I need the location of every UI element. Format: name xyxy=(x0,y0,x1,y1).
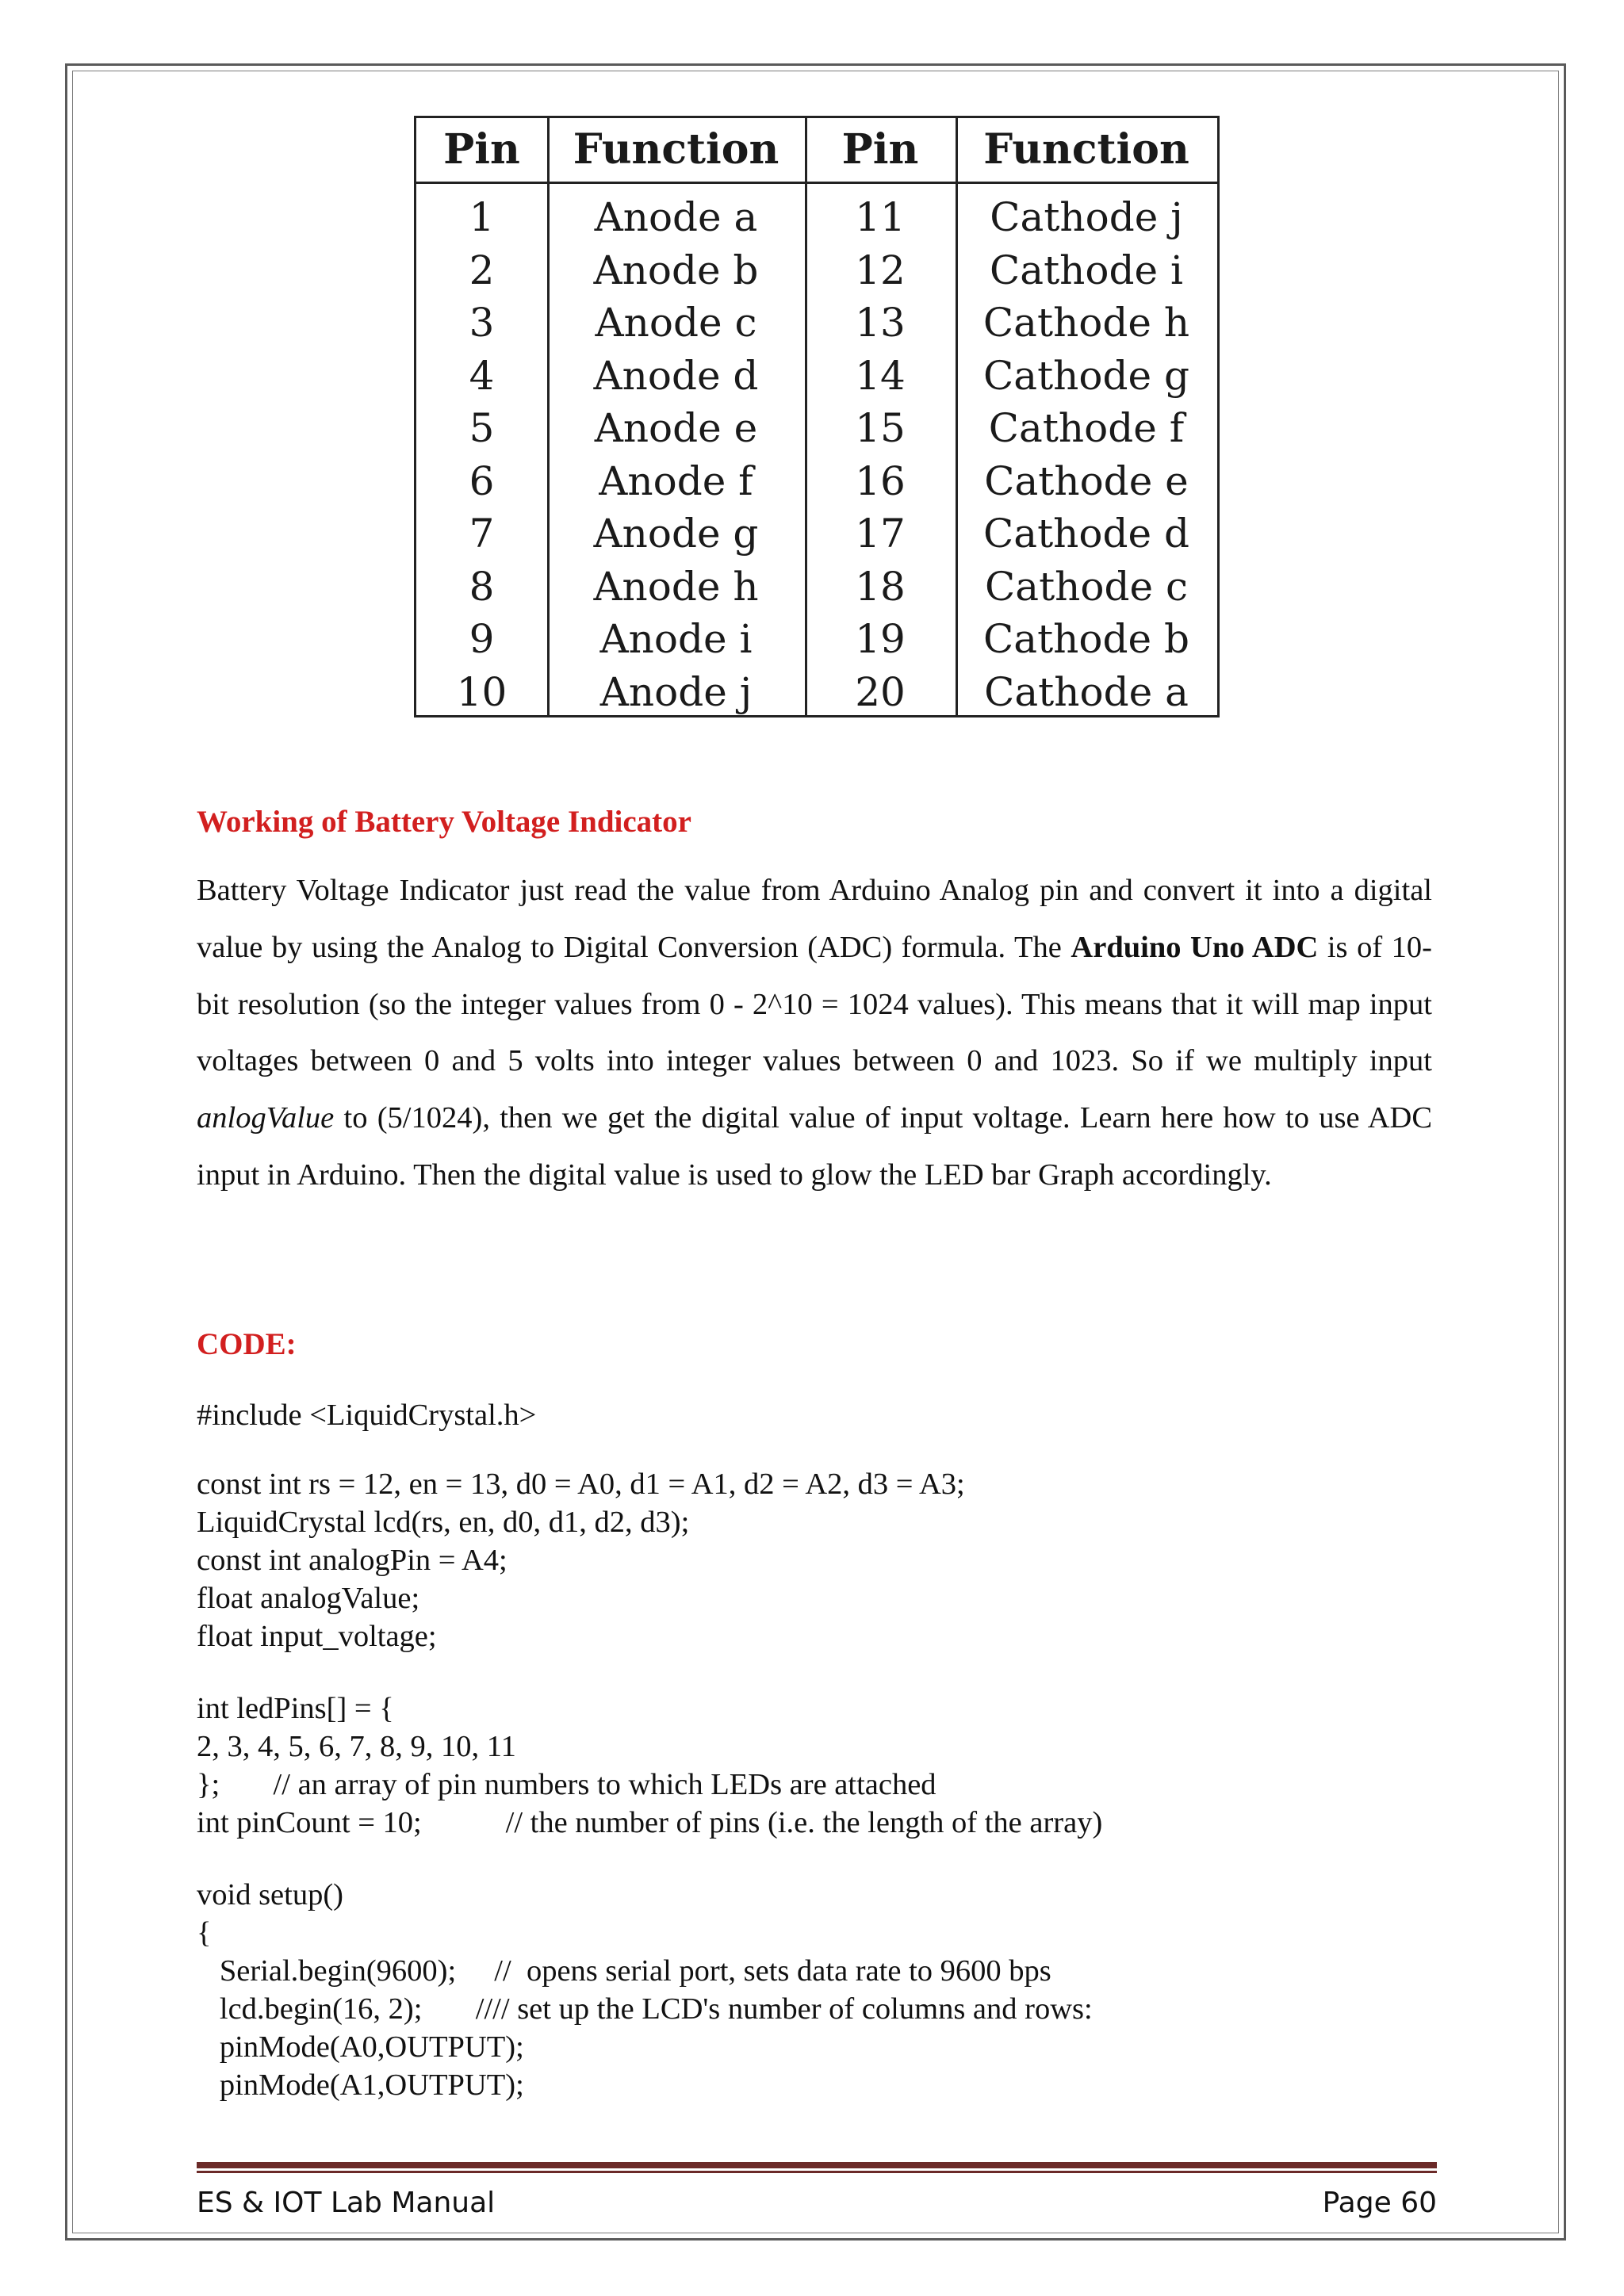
table-row xyxy=(416,507,1217,561)
pin-number: 5 xyxy=(469,405,495,451)
code-block-led-pins: int ledPins[] = { 2, 3, 4, 5, 6, 7, 8, 9, 10, 11 }; // an array of pin numbers to which LEDs are attached int pinCount = 10; // the number of pins (i.e. the length of the array) xyxy=(197,1692,1103,1839)
pin-number: 2 xyxy=(469,247,495,293)
pin-number: 7 xyxy=(469,511,495,557)
pin-function: Cathode b xyxy=(983,616,1189,662)
table-header-function: Function xyxy=(983,125,1189,174)
pin-function: Anode f xyxy=(599,457,753,504)
pin-number: 3 xyxy=(469,300,495,346)
pin-function: Anode i xyxy=(599,616,753,662)
pin-number: 4 xyxy=(469,352,495,399)
paragraph-text: to (5/1024), then we get the digital value of input voltage. Learn here how to use ADC input in Arduino. Then the digital value is used to glow the LED bar Graph accordingly. xyxy=(197,1101,1432,1192)
pin-function-table xyxy=(414,116,1220,718)
pin-number: 11 xyxy=(855,194,906,240)
footer-rule xyxy=(197,2171,1437,2173)
pin-function: Cathode i xyxy=(990,247,1183,293)
code-block-declarations: const int rs = 12, en = 13, d0 = A0, d1 = A1, d2 = A2, d3 = A3; LiquidCrystal lcd(rs, en, d0, d1, d2, d3); const int analogPin = A4; float analogValue; float input_voltage; xyxy=(197,1468,965,1653)
pin-number: 8 xyxy=(469,563,495,610)
pin-number: 18 xyxy=(855,563,906,610)
code-block-include: #include <LiquidCrystal.h> xyxy=(197,1399,537,1432)
pin-number: 9 xyxy=(469,616,495,662)
table-row xyxy=(416,350,1217,403)
pin-function: Anode j xyxy=(599,668,753,715)
table-row xyxy=(416,244,1217,297)
table-header-function: Function xyxy=(573,125,779,174)
section-heading-working: Working of Battery Voltage Indicator xyxy=(197,805,691,839)
footer-rule xyxy=(197,2162,1437,2168)
table-row xyxy=(416,191,1217,244)
pin-number: 12 xyxy=(855,247,906,293)
pin-number: 6 xyxy=(469,457,495,504)
pin-function: Cathode h xyxy=(982,300,1190,346)
paragraph-text: is of 10-bit resolution (so the integer values from 0 - 2^10 = 1024 values). This means that it will map input voltages between 0 and 5 volts into integer values between 0 and 1023. So if we multiply input xyxy=(197,930,1433,1078)
pin-function: Cathode j xyxy=(990,194,1183,240)
pin-function: Anode a xyxy=(594,194,758,240)
code-block-setup: void setup() { Serial.begin(9600); // opens serial port, sets data rate to 9600 bps lcd.begin(16, 2); //// set up the LCD's number of columns and rows: pinMode(A0,OUTPUT); pinMode(A1,OUTPUT); xyxy=(197,1878,1093,2102)
table-row xyxy=(416,455,1217,508)
pin-function: Anode c xyxy=(595,300,757,346)
pin-function: Anode e xyxy=(594,405,758,451)
table-row xyxy=(416,666,1217,719)
pin-function: Anode d xyxy=(593,352,759,399)
table-body xyxy=(416,191,1217,718)
working-paragraph xyxy=(197,863,1432,1204)
table-header-pin: Pin xyxy=(841,125,919,174)
table-header-rule xyxy=(416,182,1217,184)
pin-function: Cathode a xyxy=(984,668,1189,715)
table-row xyxy=(416,613,1217,666)
pin-number: 19 xyxy=(855,616,906,662)
pin-number: 13 xyxy=(855,300,906,346)
footer-page-number: Page 60 xyxy=(1322,2187,1437,2219)
paragraph-text: Battery Voltage Indicator just read the value from Arduino Analog pin and convert it into a digital value by using the Analog to Digital Conversion (ADC) formula. The xyxy=(197,874,1432,964)
pin-number: 20 xyxy=(855,668,906,715)
table-row xyxy=(416,561,1217,614)
pin-number: 1 xyxy=(469,194,495,240)
pin-function: Anode h xyxy=(593,563,759,610)
paragraph-italic-text: anlogValue xyxy=(197,1101,335,1135)
section-heading-code: CODE: xyxy=(197,1327,297,1361)
pin-function: Cathode f xyxy=(988,405,1185,451)
pin-number: 15 xyxy=(855,405,906,451)
pin-function: Anode b xyxy=(593,247,759,293)
pin-function: Anode g xyxy=(593,511,759,557)
pin-number: 16 xyxy=(855,457,906,504)
pin-function: Cathode g xyxy=(983,352,1189,399)
pin-function: Cathode e xyxy=(984,457,1189,504)
pin-function: Cathode c xyxy=(985,563,1188,610)
paragraph-bold-text: Arduino Uno ADC xyxy=(1071,930,1319,964)
pin-number: 10 xyxy=(456,668,508,715)
table-row xyxy=(416,297,1217,350)
table-header-pin: Pin xyxy=(443,125,520,174)
table-row xyxy=(416,402,1217,455)
pin-function: Cathode d xyxy=(983,511,1189,557)
pin-number: 14 xyxy=(855,352,906,399)
pin-number: 17 xyxy=(855,511,906,557)
footer-manual-title: ES & IOT Lab Manual xyxy=(197,2187,496,2219)
